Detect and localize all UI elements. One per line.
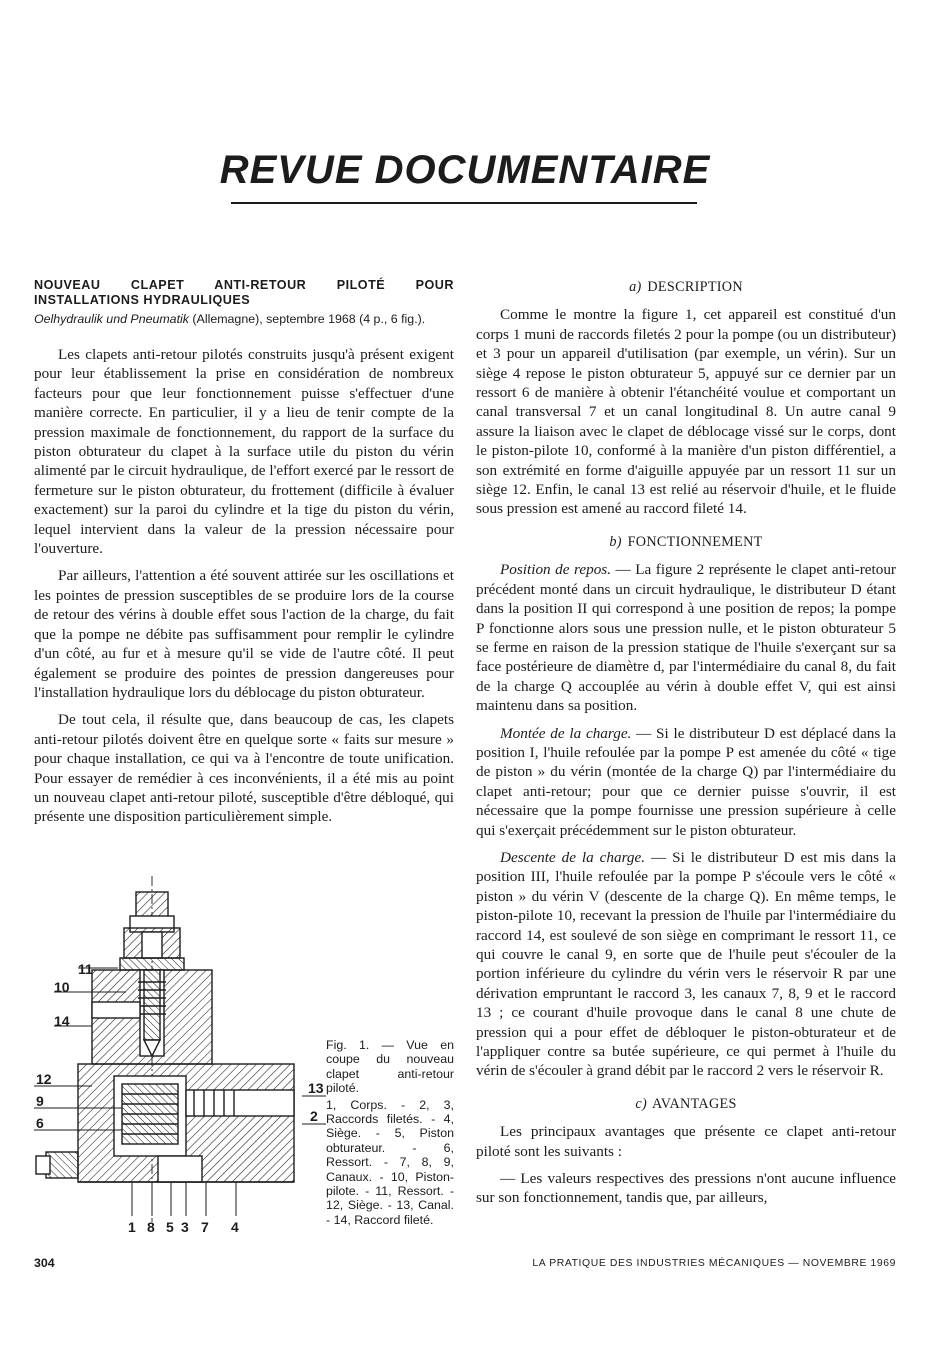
figure-label: 1	[128, 1219, 136, 1235]
section-letter: c)	[635, 1095, 647, 1112]
figure-label: 12	[36, 1071, 52, 1087]
article-source	[34, 312, 454, 327]
publication-footer: LA PRATIQUE DES INDUSTRIES MÉCANIQUES — NOVEMBRE 1969	[532, 1258, 896, 1269]
section-title: DESCRIPTION	[647, 279, 743, 295]
section-title: AVANTAGES	[652, 1095, 737, 1112]
figure-label: 10	[54, 979, 70, 995]
title-underline	[231, 202, 697, 204]
paragraph-text: — Si le distributeur D est déplacé dans la position I, l'huile refoulée par la pompe P est amenée du côté « tige de piston » du vérin (montée de la charge Q) par l'intermédiaire du clapet anti-retour; pour que ce dernier puisse s'ouvrir, il est nécessaire que la pompe fournisse une pression supérieure à celle qui s'exerçait précédemment sur le piston obturateur.	[476, 724, 896, 839]
section-heading-description	[476, 278, 896, 297]
section-title: FONCTIONNEMENT	[627, 533, 763, 550]
figure-label: 8	[147, 1219, 155, 1235]
valve-drawing	[36, 876, 294, 1222]
fonctionnement-paragraph	[476, 724, 896, 840]
paragraph-lead: Position de repos.	[500, 561, 611, 579]
figure-label: 2	[310, 1108, 318, 1124]
paragraph-lead: Descente de la charge.	[500, 848, 646, 866]
figure-label: 14	[54, 1013, 70, 1029]
section-heading-avantages	[476, 1095, 896, 1114]
figure-caption-title: Fig. 1. — Vue en coupe du nouveau clapet anti-retour piloté.	[326, 1038, 454, 1096]
description-paragraph: Comme le montre la figure 1, cet appareil est constitué d'un corps 1 muni de raccords filetés 2 pour la pompe (ou un distributeur) et 3 pour un appareil d'utilisation (par exemple, un vérin). Sur un siège 4 repose le piston obturateur 5, appuyé sur ce dernier par un ressort 6 de manière à obtenir l'étanchéité voulue et comportant un canal transversal 7 et un canal longitudinal 8. Un autre canal 9 assure la liaison avec le clapet de déblocage vissé sur le corps, dont le piston-pilote 10, conformé à la manière d'un piston différentiel, a son extrémité en forme d'aiguille appuyée par un ressort 11 sur un siège 12. Enfin, le canal 13 est relié au réservoir d'huile, et le fluide sous pression est amené au raccord fileté 14.	[476, 306, 896, 518]
section-letter: b)	[609, 533, 622, 550]
section-letter: a)	[629, 279, 642, 295]
paragraph-text: — Si le distributeur D est mis dans la position III, l'huile refoulée par la pompe P s'écoule vers le côté « piston » du vérin V (descente de la charge Q). En même temps, le piston-pilote 10, recevant la pression de l'huile par l'intermédiaire du raccord 14, est soulevé de son siège en comprimant le ressort 11, ce qui couvre le canal 9, en sorte que de l'huile peut s'écouler de la portion inférieure du cylindre du vérin vers le réservoir R par une dérivation empruntant le raccord 3, les canaux 7, 8, 9 et le raccord 13 ; ce courant d'huile provoque dans le canal 8 une chute de pression qui a pour effet de débloquer le piston-obturateur et de l'appliquer contre sa butée supérieure, ce qui permet à l'huile du vérin de s'écouler à grand débit par le raccord 2 vers le réservoir R.	[476, 848, 896, 1080]
figure-label: 9	[36, 1093, 44, 1109]
intro-paragraph: Par ailleurs, l'attention a été souvent attirée sur les oscillations et les pointes de pression susceptibles de se produire lors de la course de retour des vérins à double effet sous l'action de la charge, du fait que la pompe ne débite pas suffisamment pour remplir le cylindre d'un côté, au fur et à mesure qu'il se vide de l'autre côté. Il peut également se produire des pointes de pression dangereuses pour l'installation hydraulique lors du déblocage du piston obturateur.	[34, 567, 454, 701]
section-heading-fonctionnement	[476, 533, 896, 552]
figure-caption	[326, 1038, 454, 1227]
left-column	[34, 278, 454, 835]
page-title: REVUE DOCUMENTAIRE	[219, 148, 711, 192]
fonctionnement-paragraph	[476, 560, 896, 715]
figure-label: 6	[36, 1115, 44, 1131]
figure-caption-legend: 1, Corps. - 2, 3, Raccords filetés. - 4, Siège. - 5, Piston obturateur. - 6, Ressort. - 7, 8, 9, Canaux. - 10, Piston-pilote. - 11, Ressort. - 12, Siège. - 13, Canal. - 14, Raccord fileté.	[326, 1097, 454, 1227]
intro-paragraph: De tout cela, il résulte que, dans beaucoup de cas, les clapets anti-retour pilotés doivent être en quelque sorte « faits sur mesure » pour chaque installation, ce qui va à l'encontre de toute unification. Pour essayer de remédier à ces inconvénients, il a été mis au point un nouveau clapet anti-retour piloté, susceptible d'être débloqué, qui présente une disposition particulièrement simple.	[34, 711, 454, 826]
page-number: 304	[34, 1256, 55, 1270]
avantages-paragraph: Les principaux avantages que présente ce clapet anti-retour piloté sont les suivants :	[476, 1123, 896, 1160]
intro-paragraph: Les clapets anti-retour pilotés construits jusqu'à présent exigent pour leur établissement la prise en considération de nombreux facteurs pour que leur fonctionnement puisse s'effectuer d'une manière correcte. En particulier, il y a lieu de tenir compte de la pression maximale de fonctionnement, du rapport de la surface du piston obturateur du clapet à la surface utile du piston du vérin alimenté par le circuit hydraulique, de l'effort exercé par le ressort de fermeture sur le piston obturateur, du frottement (difficile à évaluer exactement) sur la paroi du cylindre et la tige du piston du vérin, lequel intervient dans la valeur de la pression nécessaire pour l'ouverture.	[34, 346, 454, 558]
article-title: NOUVEAU CLAPET ANTI-RETOUR PILOTÉ POUR INSTALLATIONS HYDRAULIQUES	[34, 278, 454, 307]
source-journal: Oelhydraulik und Pneumatik	[34, 312, 189, 326]
figure-label: 4	[231, 1219, 239, 1235]
paragraph-lead: Montée de la charge.	[500, 724, 632, 742]
figure-label: 11	[78, 961, 93, 977]
source-details: (Allemagne), septembre 1968 (4 p., 6 fig.).	[192, 312, 426, 326]
avantages-paragraph: — Les valeurs respectives des pressions n'ont aucune influence sur son fonctionnement, tandis que, par ailleurs,	[476, 1170, 896, 1207]
paragraph-text: — La figure 2 représente le clapet anti-retour précédent monté dans un circuit hydraulique, le distributeur D étant dans la position II qui correspond à une position de repos; la pompe P fonctionne alors sous une pression nulle, et le piston obturateur 5 se ferme en raison de la pression statique de l'huile s'exerçant sur sa face postérieure de diamètre d, par l'intermédiaire du canal 8, du fait de la charge Q accouplée au vérin à double effet V, qui est ainsi maintenu dans sa position.	[476, 561, 896, 715]
figure-label: 3	[181, 1219, 189, 1235]
figure-label: 7	[201, 1219, 209, 1235]
fonctionnement-paragraph	[476, 848, 896, 1081]
right-column	[476, 278, 896, 1216]
figure-label: 13	[308, 1080, 324, 1096]
figure-label: 5	[166, 1219, 174, 1235]
